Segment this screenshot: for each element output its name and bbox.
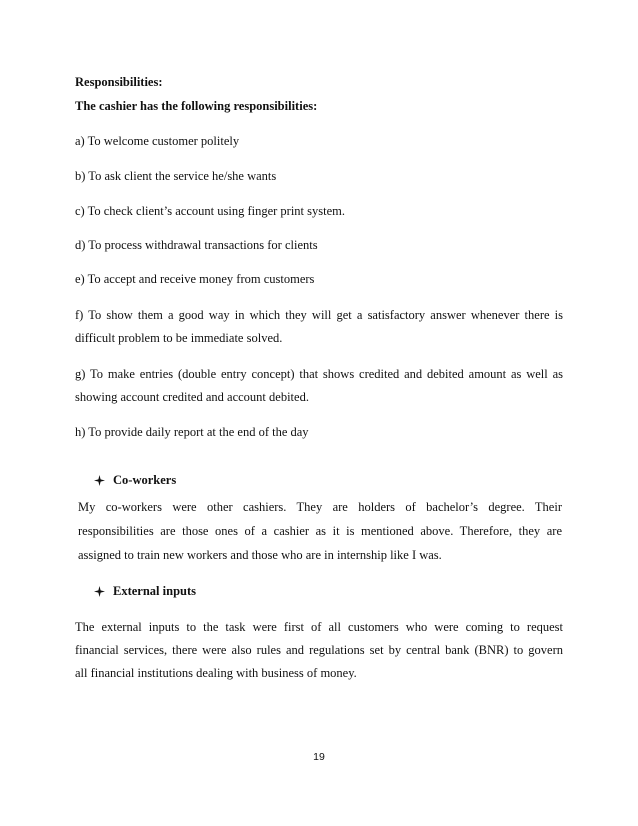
- diamond-bullet-icon: [94, 586, 105, 597]
- list-item-g-line-1: g) To make entries (double entry concept) that shows credited and debited amount as well as: [75, 367, 563, 381]
- list-item-h: h) To provide daily report at the end of the day: [75, 425, 309, 439]
- coworkers-title: Co-workers: [113, 473, 177, 487]
- external-inputs-heading: [94, 584, 196, 599]
- section-heading: Responsibilities:: [75, 75, 163, 89]
- list-item-f-line-2: difficult problem to be immediate solved.: [75, 331, 283, 345]
- list-item: a) To welcome customer politely: [75, 134, 240, 148]
- list-item: c) To check client’s account using finger print system.: [75, 204, 346, 218]
- coworkers-line-2: responsibilities are those ones of a cashier as it is mentioned above. Therefore, they are: [78, 524, 562, 538]
- list-item-f-line-1: f) To show them a good way in which they will get a satisfactory answer whenever there is: [75, 308, 563, 322]
- list-item: d) To process withdrawal transactions for clients: [75, 238, 318, 252]
- list-item-g-line-2: showing account credited and account debited.: [75, 390, 309, 404]
- list-item: e) To accept and receive money from customers: [75, 272, 315, 286]
- external-line-2: financial services, there were also rules and regulations set by central bank (BNR) to govern: [75, 643, 563, 657]
- intro-line: The cashier has the following responsibilities:: [75, 99, 318, 113]
- coworkers-line-1: My co-workers were other cashiers. They are holders of bachelor’s degree. Their: [78, 500, 562, 514]
- external-line-3: all financial institutions dealing with business of money.: [75, 666, 357, 680]
- external-line-1: The external inputs to the task were first of all customers who were coming to request: [75, 620, 563, 634]
- external-inputs-title: External inputs: [113, 584, 197, 598]
- page-number: 19: [313, 751, 325, 763]
- list-item: b) To ask client the service he/she wants: [75, 169, 277, 183]
- coworkers-heading: [94, 473, 176, 488]
- coworkers-line-3: assigned to train new workers and those who are in internship like I was.: [78, 548, 442, 562]
- diamond-bullet-icon: [94, 475, 105, 486]
